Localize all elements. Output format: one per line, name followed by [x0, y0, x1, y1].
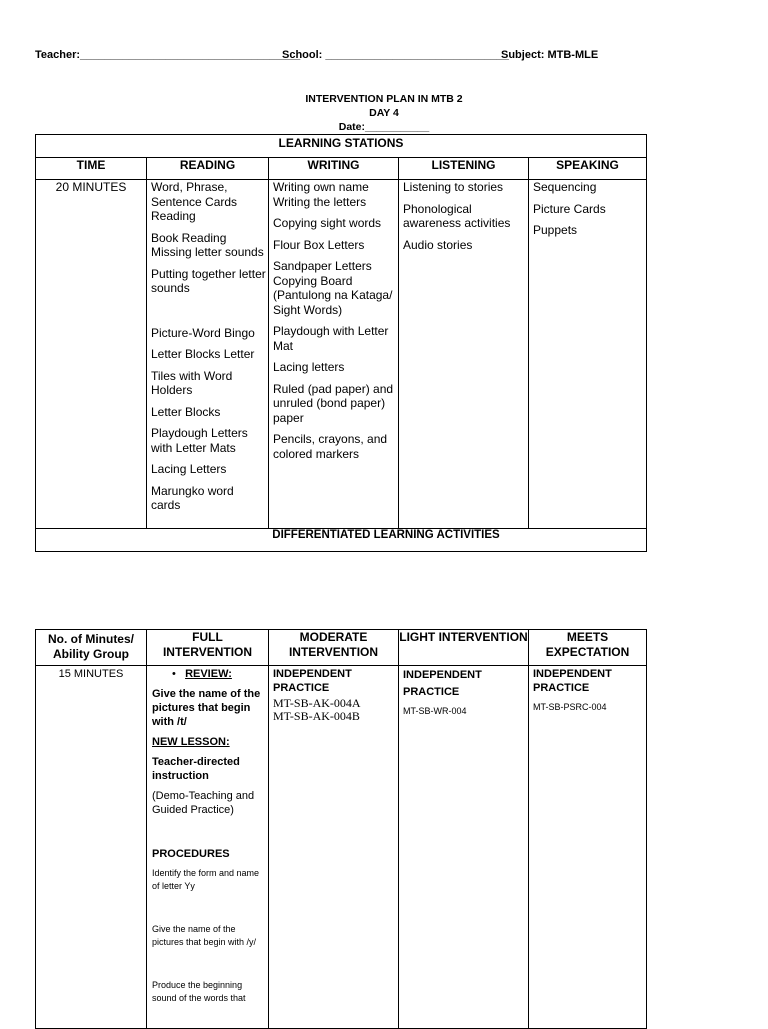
procedures-label: PROCEDURES: [152, 848, 230, 860]
reading-list: [151, 180, 266, 520]
minutes-value: 15 MINUTES: [58, 668, 124, 680]
col-reading: READING: [179, 158, 236, 172]
list-item: Audio stories: [403, 237, 473, 252]
listening-list: [403, 180, 525, 259]
list-item: Lacing Letters: [151, 462, 227, 476]
list-item: Listening to stories: [403, 180, 504, 194]
activities-table: [35, 629, 647, 1029]
list-item: Puppets: [533, 223, 578, 237]
list-item: Writing own name Writing the letters: [273, 180, 369, 209]
moderate-intervention-cell: [273, 667, 395, 723]
list-item: Sequencing: [533, 180, 597, 194]
learning-stations-table: [35, 134, 647, 552]
list-item: Picture Cards: [533, 201, 606, 216]
list-item: Lacing letters: [273, 360, 345, 374]
document-title: INTERVENTION PLAN IN MTB 2: [305, 93, 463, 105]
procedure-step: Produce the beginning sound of the words that: [152, 980, 246, 1003]
list-item: Playdough with Letter Mat: [273, 324, 389, 353]
teacher-field: Teacher:____________________________________: [35, 49, 301, 61]
school-field: School: ______________________________: [282, 49, 509, 61]
independent-practice-label: INDEPENDENT PRACTICE: [403, 669, 482, 698]
col-light-intervention: LIGHT INTERVENTION: [399, 630, 528, 644]
list-item: Marungko word cards: [151, 483, 234, 512]
worksheet-code: MT-SB-PSRC-004: [533, 702, 607, 712]
col-listening: LISTENING: [431, 158, 496, 172]
speaking-list: [533, 180, 643, 245]
list-item: Playdough Letters with Letter Mats: [151, 426, 248, 455]
col-moderate-intervention: MODERATE INTERVENTION: [288, 630, 379, 659]
worksheet-code: MT-SB-AK-004B: [273, 709, 360, 723]
teacher-directed-label: Teacher-directed instruction: [152, 756, 240, 782]
col-meets-expectation: MEETS EXPECTATION: [545, 630, 630, 659]
light-intervention-cell: [403, 667, 525, 718]
list-item: Copying sight words: [273, 216, 382, 230]
list-item: Letter Blocks Letter: [151, 347, 255, 361]
col-minutes: No. of Minutes/ Ability Group: [48, 632, 134, 661]
col-time: TIME: [76, 158, 106, 172]
learning-stations-title: LEARNING STATIONS: [278, 136, 404, 150]
meets-expectation-cell: [533, 667, 645, 714]
worksheet-code: MT-SB-AK-004A: [273, 696, 361, 710]
list-item: Picture-Word Bingo: [151, 325, 255, 340]
day-label: DAY 4: [369, 107, 399, 119]
list-item: Pencils, crayons, and colored markers: [273, 432, 388, 461]
list-item: Ruled (pad paper) and unruled (bond paper) paper: [273, 381, 394, 425]
independent-practice-label: INDEPENDENT PRACTICE: [533, 668, 612, 694]
procedure-step: Identify the form and name of letter Yy: [152, 868, 260, 891]
col-full-intervention: FULL INTERVENTION: [162, 630, 253, 659]
differentiated-activities-title: DIFFERENTIATED LEARNING ACTIVITIES: [272, 529, 500, 541]
demo-text: (Demo-Teaching and Guided Practice): [152, 790, 255, 816]
independent-practice-label: INDEPENDENT PRACTICE: [273, 668, 352, 694]
date-field: Date:___________: [338, 121, 430, 133]
list-item: Phonological awareness activities: [403, 201, 511, 230]
bullet-icon: •: [172, 668, 176, 680]
new-lesson-label: NEW LESSON:: [152, 736, 230, 748]
col-writing: WRITING: [307, 158, 360, 172]
writing-list: [273, 180, 395, 468]
time-value: 20 MINUTES: [55, 180, 127, 194]
procedure-step: Give the name of the pictures that begin with /y/: [152, 924, 257, 947]
list-item: Flour Box Letters: [273, 237, 365, 252]
list-item: Book Reading Missing letter sounds: [151, 230, 264, 259]
list-item: Word, Phrase, Sentence Cards Reading: [151, 180, 238, 223]
list-item: Sandpaper Letters Copying Board (Pantulong na Kataga/ Sight Words): [273, 259, 393, 317]
worksheet-code: MT-SB-WR-004: [403, 706, 467, 716]
list-item: Tiles with Word Holders: [151, 368, 233, 397]
review-label: REVIEW:: [185, 668, 232, 680]
full-intervention-cell: [152, 667, 264, 1011]
review-text: Give the name of the pictures that begin with /t/: [152, 688, 261, 728]
subject-field: Subject: MTB-MLE: [501, 49, 599, 61]
list-item: Letter Blocks: [151, 404, 221, 419]
col-speaking: SPEAKING: [556, 158, 619, 172]
list-item: Putting together letter sounds: [151, 266, 266, 295]
